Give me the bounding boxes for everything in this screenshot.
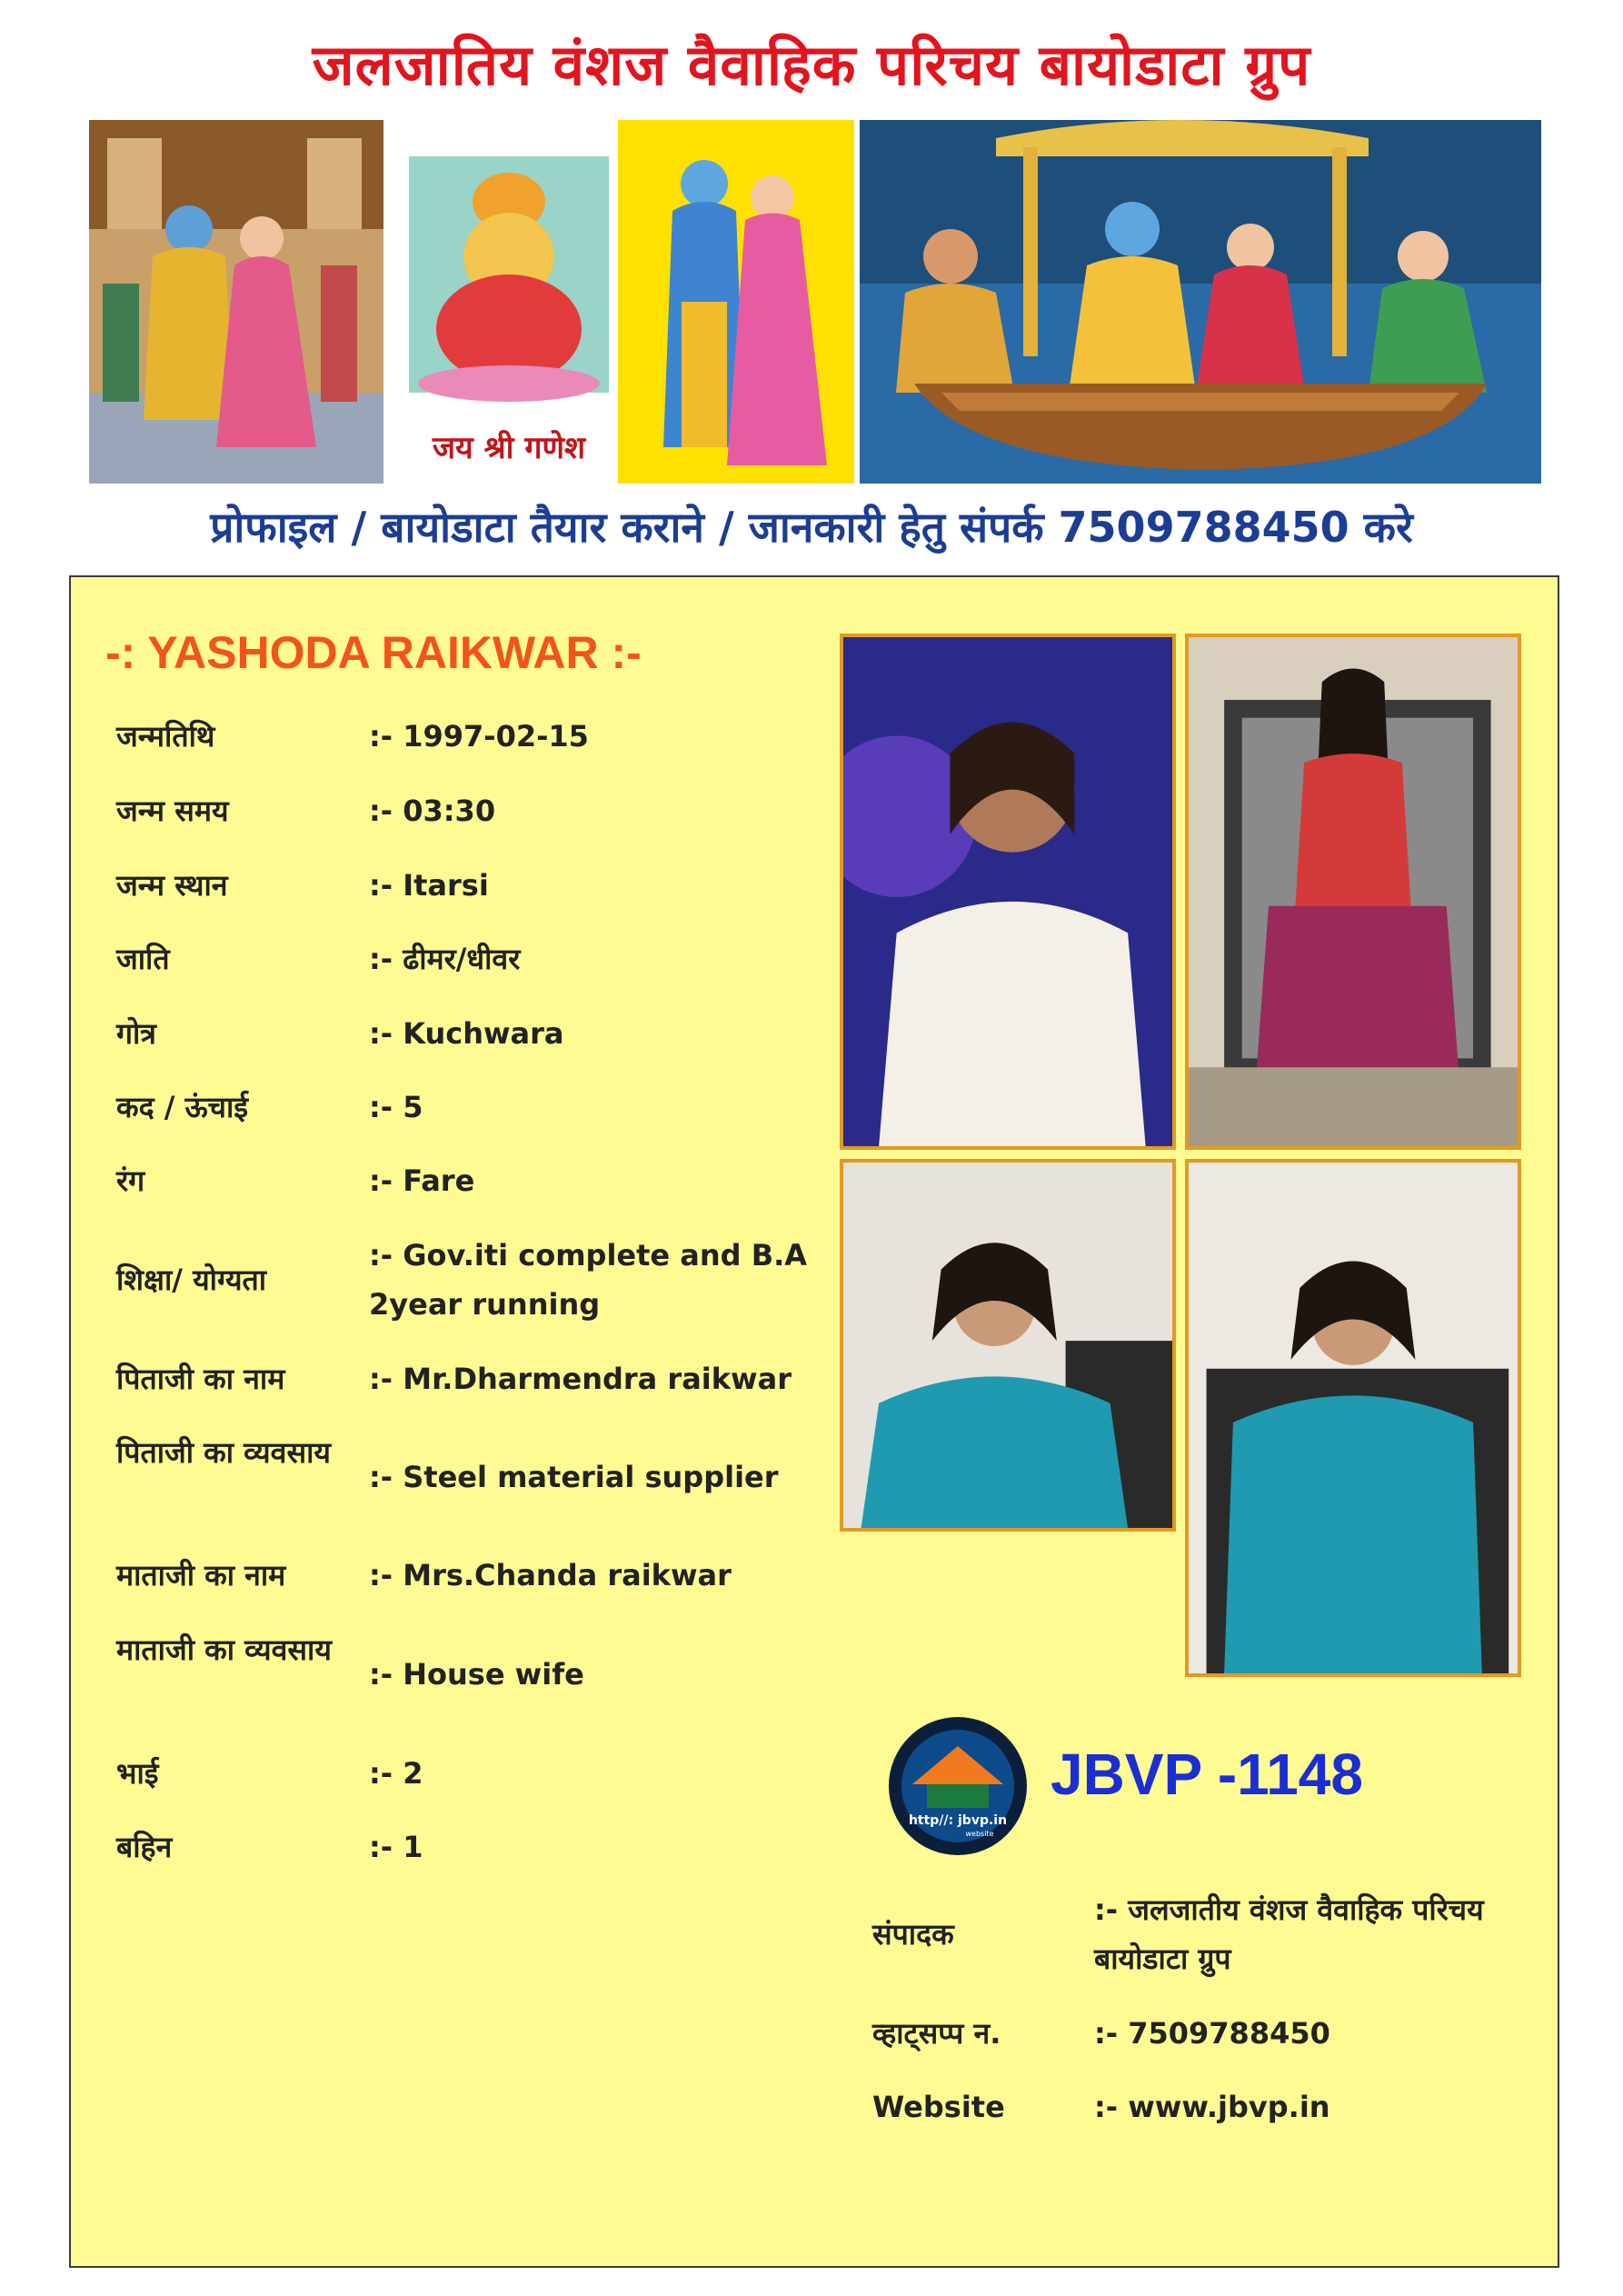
detail-value: :- Kuchwara bbox=[369, 1016, 564, 1051]
detail-value: :- 1 bbox=[369, 1830, 423, 1864]
detail-label: गोत्र bbox=[116, 1016, 156, 1051]
banner-image-rama-sita-court bbox=[89, 120, 383, 484]
detail-label: जन्म समय bbox=[116, 794, 229, 828]
whatsapp-label: व्हाट्सप्प न. bbox=[872, 2016, 1001, 2051]
detail-value: :- Fare bbox=[369, 1163, 475, 1198]
banner-image-ganesh bbox=[400, 120, 618, 484]
detail-value: :- Mr.Dharmendra raikwar bbox=[369, 1362, 792, 1396]
detail-label: माताजी का नाम bbox=[116, 1558, 286, 1592]
detail-value: :- House wife bbox=[369, 1657, 584, 1692]
detail-label: भाई bbox=[116, 1756, 159, 1791]
detail-label: जन्मतिथि bbox=[116, 719, 215, 754]
jbvp-logo bbox=[885, 1713, 1031, 1859]
profile-photo-1 bbox=[840, 634, 1176, 1150]
detail-value: :- 2 bbox=[369, 1756, 423, 1791]
detail-value: :- 5 bbox=[369, 1090, 423, 1124]
detail-label: शिक्षा/ योग्यता bbox=[116, 1263, 267, 1297]
detail-label: बहिन bbox=[116, 1830, 173, 1864]
detail-value: :- 03:30 bbox=[369, 794, 496, 828]
biodata-card bbox=[69, 575, 1559, 2268]
profile-photo-4 bbox=[1185, 1159, 1521, 1677]
detail-label: जन्म स्थान bbox=[116, 868, 228, 903]
website-label: Website bbox=[872, 2090, 1005, 2124]
detail-value: :- Itarsi bbox=[369, 868, 489, 903]
detail-label: पिताजी का नाम bbox=[116, 1362, 285, 1396]
profile-name: -: YASHODA RAIKWAR :- bbox=[105, 627, 642, 678]
logo-text: http//: jbvp.in bbox=[908, 1813, 1008, 1828]
detail-label: कद / ऊंचाई bbox=[116, 1090, 248, 1124]
detail-label: रंग bbox=[116, 1163, 145, 1198]
detail-label: जाति bbox=[116, 942, 170, 976]
detail-value: :- Gov.iti complete and B.A 2year running bbox=[369, 1238, 807, 1322]
banner-image-boat-scene bbox=[860, 120, 1541, 484]
profile-id: JBVP -1148 bbox=[1050, 1742, 1363, 1807]
whatsapp-value: :- 7509788450 bbox=[1094, 2016, 1330, 2051]
editor-label: संपादक bbox=[872, 1917, 954, 1952]
editor-value: :- जलजातीय वंशज वैवाहिक परिचय बायोडाटा ग्रुप bbox=[1094, 1892, 1484, 1976]
contact-line: प्रोफाइल / बायोडाटा तैयार कराने / जानकारी हेतु संपर्क 7509788450 करे bbox=[210, 503, 1413, 552]
detail-value: :- Steel material supplier bbox=[369, 1460, 779, 1494]
website-value: :- www.jbvp.in bbox=[1094, 2090, 1330, 2124]
detail-label: पिताजी का व्यवसाय bbox=[116, 1435, 331, 1470]
profile-photo-2 bbox=[1185, 634, 1521, 1150]
detail-label: माताजी का व्यवसाय bbox=[116, 1632, 332, 1667]
logo-subtext: website bbox=[965, 1830, 994, 1838]
banner-image-rama-sita-yellow bbox=[618, 120, 854, 484]
detail-value: :- 1997-02-15 bbox=[369, 719, 589, 754]
banner-caption: जय श्री गणेश bbox=[432, 430, 586, 466]
profile-photo-3 bbox=[840, 1159, 1176, 1532]
header-title: जलजातिय वंशज वैवाहिक परिचय बायोडाटा ग्रुप bbox=[312, 32, 1311, 98]
detail-value: :- Mrs.Chanda raikwar bbox=[369, 1558, 732, 1592]
detail-value: :- ढीमर/धीवर bbox=[369, 942, 521, 976]
